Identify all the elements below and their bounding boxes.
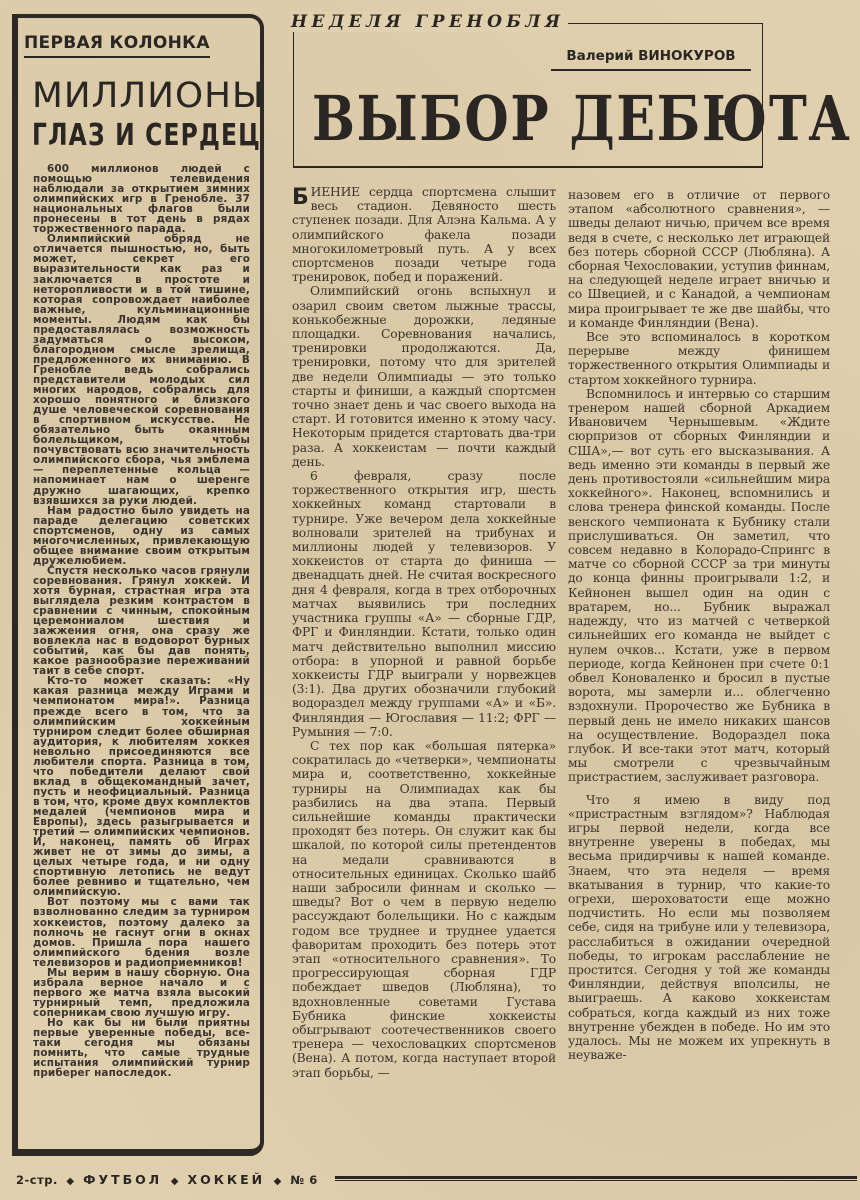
footer-rule (335, 1176, 857, 1181)
paragraph: Вот поэтому мы с вами так взволнованно следим за турниром хоккеистов, поэтому далеко за полночь не гаснут огни в окнах домов. Пришла пора нашего олимпийского бдения возле телевизоров и радиоприемников! (33, 896, 250, 969)
lead-text: ИЕНИЕ сердца спортсмена слышит весь стадион. Девяносто шесть ступенек позади. Для Алэна Кальма. А у олимпийского факела позади многокилометровый путь. А у всех спортсменов позади четыре года тренировок, побед и поражений. (292, 185, 556, 285)
paragraph: Мы верим в нашу сборную. Она избрала верное начало и с первого же матча взяла высокий турнирный темп, предложила соперникам свою лучшую игру. (33, 966, 250, 1019)
paragraph: Вспомнилось и интервью со старшим тренером нашей сборной Аркадием Ивановичем Чернышевым. «Ждите сюрпризов от сборных Финляндии и США»,— вот суть его высказывания. А ведь именно эти команды в первый же день противостояли «сильнейшим мира хоккейного». Наконец, вспомнились и слова тренера финской команды. После венского чемпионата к Бубнику стали прислушиваться. Он заметил, что совсем недавно в Колорадо-Спрингс в матче со сборной СССР за три минуты до конца финны проигрывали 1:2, и Кейнонен вышел один на один с вратарем, но... Бубник выражал надежду, что из матчей с четверкой сильнейших его команда не выйдет с нулем очков... Кстати, уже в первом периоде, когда Кейнонен при счете 0:1 обвел Коноваленко и бросил в пустые ворота, мы замерли и... облегченно вздохнули. Пророчество же Бубника в первый день не имело никаких шансов на осуществление. Водораздел пока глубок. И все-таки этот матч, который мы смотрели с чрезвычайным пристрастием, заслуживает разговора. (568, 386, 830, 785)
left-column-body (33, 164, 250, 1078)
left-column-title-line2: ГЛАЗ И СЕРДЕЦ (32, 118, 262, 153)
paragraph: Спустя несколько часов грянули соревнования. Грянул хоккей. И хотя бурная, страстная игра эта выглядела резким контрастом в сравнении с чинным, спокойным церемониалом шествия и зажжения огня, она сразу же вовлекла нас в водоворот бурных событий, как бы дав понять, какое разнообразие переживаний таит в себе спорт. (33, 564, 250, 678)
issue-number: № 6 (290, 1173, 318, 1187)
diamond-separator-icon: ◆ (170, 1176, 179, 1187)
rubric-label: ПЕРВАЯ КОЛОНКА (24, 33, 210, 58)
paragraph: 6 февраля, сразу после торжественного открытия игр, шесть хоккейных команд стартовали в турнире. Уже вечером дела хоккейные волновали зрителей на трибунах и миллионы людей у телевизоров. У хоккеистов от старта до финиша — двенадцать дней. Не считая воскресного дня 4 февраля, когда в трех отборочных матчах выявились три последних участника группы «А» — сборные ГДР, ФРГ и Финляндии. Кстати, только один матч действительно выполнил миссию отбора: в упорной и равной борьбе хоккеисты ГДР выиграли у норвежцев (3:1). Два других обозначили глубокий водораздел между группами «А» и «Б». Финляндия — Югославия — 11:2; ФРГ — Румыния — 7:0. (292, 469, 556, 739)
paragraph: Но как бы ни были приятны первые уверенные победы, все-таки сегодня мы обязаны помнить, что самые трудные испытания олимпийский турнир приберег напоследок. (33, 1016, 250, 1080)
author-byline: Валерий ВИНОКУРОВ (551, 48, 751, 71)
paragraph: Олимпийский обряд не отличается пышностью, но, быть может, секрет его выразительности как раз и заключается в простоте и неторопливости и в той тишине, которая сопровождает наиболее важные, кульминационные моменты. Людям как бы предоставлялась возможность задуматься о высоком, благородном смысле зрелища, предложенного их вниманию. В Гренобле ведь собрались представители молодых сил многих народов, собрались для хорошо понятного и близкого душе человеческой соревнования в спортивном искусстве. Не обязательно быть окаянным болельщиком, чтобы почувствовать всю значительность олимпийского сбора, чья эмблема — переплетенные кольца — напоминает нам о шеренге дружно шагающих, крепко взявшихся за руки людей. (33, 233, 250, 507)
paragraph: Нам радостно было увидеть на параде делегацию советских спортсменов, одну из самых многочисленных, привлекающую общее внимание своим открытым дружелюбием. (33, 504, 250, 567)
paragraph: назовем его в отличие от первого этапом «абсолютного сравнения», — шведы делают ничью, причем все время ведя в счете, с несколько лет играющей без потерь сборной СССР (Любляна). А сборная Чехословакии, уступив финнам, на следующей неделе играет вничью и со Швецией, и с Канадой, а чемпионам мира проигрывает те же две шайбы, что и команде Финляндии (Вена). (568, 188, 830, 330)
paragraph: 600 миллионов людей с помощью телевидения наблюдали за открытием зимних олимпийских игр в Гренобле. 37 национальных флагов были пронесены в тот день в рядах торжественного парада. (33, 163, 250, 236)
left-column-title-line1: МИЛЛИОНЫ (32, 76, 265, 116)
paragraph: Все это вспоминалось в коротком перерыве между финишем торжественного открытия Олимпиады и стартом хоккейного турнира. (568, 330, 830, 387)
paragraph: Олимпийский огонь вспыхнул и озарил своим светом лыжные трассы, конькобежные дорожки, ледяные площадки. Соревнования начались, тренировки продолжаются. Да, тренировки, потому что для зрителей две недели Олимпиады — это только старты и финиши, а каждый спортсмен точно знает день и час своего выхода на старт. И готовится именно к этому часу. Некоторым придется стартовать два-три раза. А хоккеистам — почти каждый день. (292, 284, 556, 469)
paragraph: С тех пор как «большая пятерка» сократилась до «четверки», чемпионаты мира и, соответственно, хоккейные турниры на Олимпиадах как бы разбились на два этапа. Первый сильнейшие команды практически проходят без потерь. Он служит как бы шкалой, по которой силы претендентов на медали сравниваются в относительных единицах. Сколько шайб наши забросили финнам и сколько — шведы? Вот о чем в первую неделю рассуждают болельщики. Но с каждым годом все труднее и труднее удается фаворитам проходить без потерь этот этап «относительного сравнения». То прогрессирующая сборная ГДР побеждает шведов (Любляна), то вдохновленные советами Густава Бубника финские хоккеисты обыгрывают соотечественников своего тренера — чехословацких спортсменов (Вена). А потом, когда наступает второй этап борьбы, — (292, 738, 556, 1080)
article-column-right (568, 188, 830, 1062)
lead-paragraph (292, 185, 556, 284)
diamond-separator-icon: ◆ (273, 1176, 282, 1187)
paragraph: Кто-то может сказать: «Ну какая разница между Играми и чемпионатом мира!». Разница прежде всего в том, что за олимпийским хоккейным турниром следит более обширная аудитория, к любителям хоккея невольно присоединяются все любители спорта. Разница в том, что победители делают свой вклад в общекомандный зачет, пусть и неофициальный. Разница в том, что, кроме двух комплектов медалей (чемпионов мира и Европы), здесь разыгрывается и третий — олимпийских чемпионов. И, наконец, память об Играх живет не от зимы до зимы, а целых четыре года, и ни одну спортивную летопись не ведут более ревниво и тщательно, чем олимпийскую. (33, 675, 250, 899)
article-headline: ВЫБОР ДЕБЮТА (312, 82, 852, 155)
section-football: ФУТБОЛ (83, 1172, 163, 1187)
drop-cap: Б (292, 185, 309, 210)
page-number: 2-стр. (16, 1173, 58, 1187)
article-column-middle (292, 185, 556, 1080)
section-kicker: НЕДЕЛЯ ГРЕНОБЛЯ (291, 12, 568, 32)
diamond-separator-icon: ◆ (66, 1176, 75, 1187)
paragraph: Что я имею в виду под «пристрастным взглядом»? Наблюдая игры первой недели, когда все внутренне уверены в победах, мы весьма придирчивы к нашей команде. Знаем, что эта неделя — время вкатывания в турнир, что какие-то огрехи, шероховатости еще можно подчистить. Но если мы позволяем себе, сидя на трибуне или у телевизора, расслабиться в ожидании очередной победы, то игрокам расслабление не простится. Сегодня у той же команды Финляндии, действуя вполсилы, не выиграешь. А каково хоккеистам собраться, когда каждый из них тоже внутренне убежден в победе. Но им это удалось. Мы не можем их упрекнуть в неуваже- (568, 792, 830, 1063)
page-footer (16, 1172, 318, 1187)
section-hockey: ХОККЕЙ (187, 1172, 266, 1187)
